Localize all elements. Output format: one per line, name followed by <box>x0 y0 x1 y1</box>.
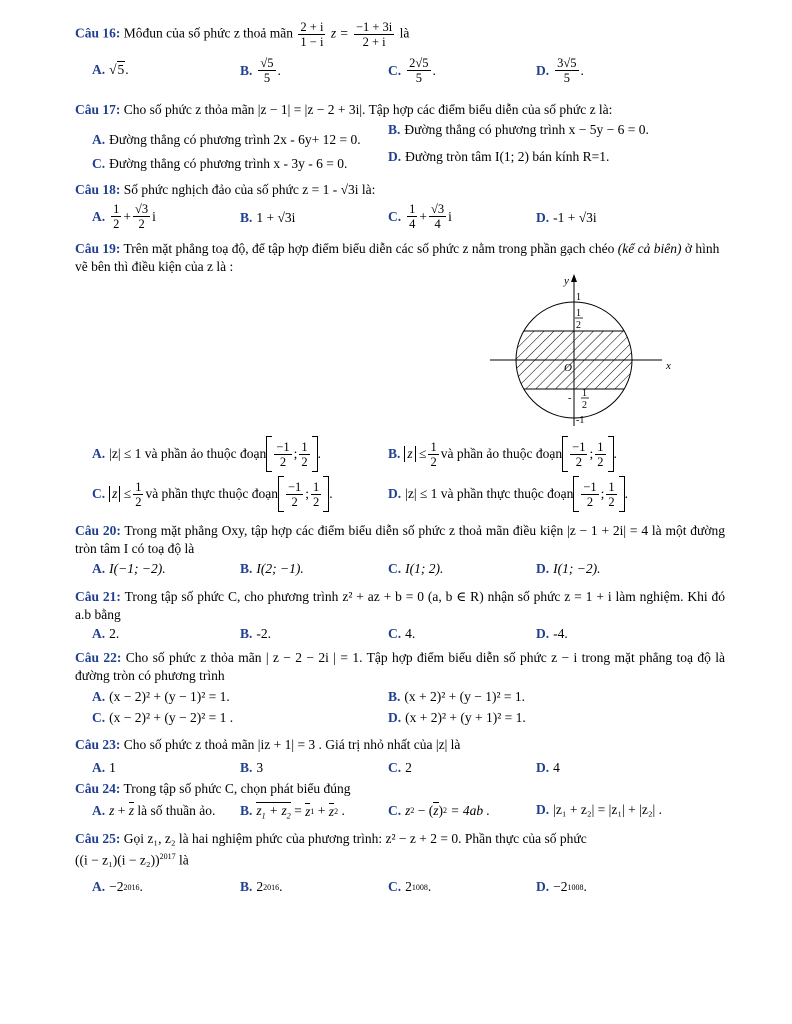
question-text: Môđun của số phức z thoả mãn <box>123 25 294 41</box>
hatched-circle-figure <box>486 270 682 430</box>
option-c[interactable]: C. 2 <box>388 760 412 775</box>
option-d[interactable]: D. I(1; −2). <box>536 561 601 576</box>
option-b[interactable]: B. 1 + √3i <box>240 210 296 225</box>
option-d[interactable]: D. −2 1008 . <box>536 879 587 894</box>
option-a[interactable]: A. Đường thẳng có phương trình 2x - 6y+ 12 = 0. <box>92 132 361 147</box>
question-24 <box>75 780 725 798</box>
question-text: Cho số phức z thoả mãn |iz + 1| = 3 . Giá trị nhỏ nhất của |z| là <box>123 737 461 752</box>
question-tail: là <box>178 852 189 868</box>
question-text: Cho số phức z thỏa mãn |z − 1| = |z − 2 + 3i|. Tập hợp các điểm biểu diễn của số phức z là: <box>123 102 613 117</box>
y-arrow <box>571 274 577 282</box>
answers-25 <box>0 879 792 909</box>
option-c[interactable]: C. (x − 2)² + (y − 2)² = 1 . <box>92 710 234 725</box>
tick-neg-half-sign: - <box>568 393 572 404</box>
option-c[interactable]: C. $\frac{1}{4}$ + $\frac{√3}{4}$ i <box>388 202 452 231</box>
question-tail: ở hình vẽ bên thì điều kiện của z là : <box>75 241 720 274</box>
option-d[interactable]: D. $\frac{3√5}{5}$ . <box>536 56 584 85</box>
fraction: $\frac{2 + i}{1 - i}$ <box>300 20 324 49</box>
z-var: z = <box>330 25 349 41</box>
question-label: Câu 18: <box>75 182 121 197</box>
y-label: y <box>564 275 569 287</box>
tick-half-num: 1 <box>576 308 581 319</box>
x-label: x <box>666 360 671 372</box>
answers-24 <box>0 802 792 832</box>
question-23 <box>75 736 725 754</box>
tick-half-den: 2 <box>576 320 581 331</box>
answers-18 <box>0 202 792 232</box>
exponent: 2017 <box>159 852 176 861</box>
answers-16 <box>0 56 792 92</box>
question-label: Câu 16: <box>75 25 121 41</box>
option-d[interactable]: D. |z₁ + z₂| = |z₁| + |z₂| . <box>536 802 662 817</box>
option-b[interactable]: B. (x + 2)² + (y − 1)² = 1. <box>388 689 526 704</box>
question-25 <box>75 830 725 870</box>
answers-20 <box>0 561 792 591</box>
option-a[interactable]: A. I(−1; −2). <box>92 561 166 576</box>
question-label: Câu 20: <box>75 523 121 538</box>
option-c[interactable]: C. z 2 − ( z ) 2 = 4ab . <box>388 802 490 818</box>
tick-neg-one: -1 <box>576 415 585 426</box>
option-b[interactable]: B. z ≤ $\frac{1}{2}$ và phần ảo thuộc đoạn $\frac{-1}{2}$ ; $\frac{1}{2}$ . <box>388 436 617 472</box>
question-label: Câu 22: <box>75 650 122 665</box>
question-17 <box>75 101 725 119</box>
fraction: $\frac{-1 + 3i}{2 + i}$ <box>355 20 393 49</box>
option-c[interactable]: C. I(1; 2). <box>388 561 444 576</box>
expression: ((i − z₁)(i − z₂)) <box>75 852 160 868</box>
option-d[interactable]: D. -1 + √3i <box>536 210 597 225</box>
question-label: Câu 24: <box>75 781 121 796</box>
question-italic: (kể cả biên) <box>617 241 682 256</box>
option-b[interactable]: B. -2. <box>240 626 272 641</box>
option-a[interactable]: A. √5 . <box>92 62 129 77</box>
option-d[interactable]: D. |z| ≤ 1 và phần thực thuộc đoạn $\frac{-1}{2}$ ; $\frac{1}{2}$ . <box>388 476 628 512</box>
question-18 <box>75 181 725 199</box>
option-b[interactable]: B. I(2; −1). <box>240 561 304 576</box>
option-c[interactable]: C. Đường thẳng có phương trình x - 3y - 6 = 0. <box>92 156 348 171</box>
option-c[interactable]: C. $\frac{2√5}{5}$ . <box>388 56 436 85</box>
question-tail: là <box>399 25 410 41</box>
tick-one: 1 <box>576 292 581 303</box>
question-16 <box>75 20 725 49</box>
question-22 <box>75 649 725 685</box>
option-d[interactable]: D. 4 <box>536 760 560 775</box>
question-label: Câu 17: <box>75 102 121 117</box>
option-c[interactable]: C. z ≤ $\frac{1}{2}$ và phần thực thuộc đoạn $\frac{-1}{2}$ ; $\frac{1}{2}$ . <box>92 476 333 512</box>
answers-19-row1 <box>0 436 792 476</box>
tick-neg-half-den: 2 <box>582 400 587 411</box>
question-text: Gọi z₁, z₂ là hai nghiệm phức của phương trình: z² − z + 2 = 0. Phần thực của số phức <box>123 831 587 846</box>
question-label: Câu 19: <box>75 241 121 256</box>
option-d[interactable]: D. Đường tròn tâm I(1; 2) bán kính R=1. <box>388 149 610 164</box>
question-text: Trong mặt phẳng Oxy, tập hợp các điểm biểu diễn số phức z thoả mãn điều kiện |z − 1 + 2i| = 4 là một đường tròn tâm I có toạ độ là <box>75 523 725 556</box>
question-20 <box>75 522 725 558</box>
option-b[interactable]: B. $z_1 + z_2$ = z 1 + z 2 . <box>240 803 345 821</box>
option-b[interactable]: B. 2 2016 . <box>240 879 283 894</box>
question-text: Trong tập số phức C, chọn phát biểu đúng <box>123 781 351 796</box>
question-text: Cho số phức z thỏa mãn | z − 2 − 2i | = 1. Tập hợp điểm biểu diễn số phức z − i trong mặt phẳng toạ độ là đường tròn có phương trình <box>75 650 726 683</box>
option-b[interactable]: B. $\frac{√5}{5}$ . <box>240 56 281 85</box>
option-a[interactable]: A. |z| ≤ 1 và phần ảo thuộc đoạn $\frac{-1}{2}$ ; $\frac{1}{2}$ . <box>92 436 321 472</box>
option-a[interactable]: A. $\frac{1}{2}$ + $\frac{√3}{2}$ i <box>92 202 156 231</box>
question-label: Câu 21: <box>75 589 121 604</box>
option-c[interactable]: C. 4. <box>388 626 416 641</box>
option-d[interactable]: D. -4. <box>536 626 568 641</box>
option-d[interactable]: D. (x + 2)² + (y + 1)² = 1. <box>388 710 526 725</box>
origin-label: O <box>564 362 572 374</box>
question-label: Câu 25: <box>75 831 121 846</box>
answers-19-row2 <box>0 476 792 516</box>
option-b[interactable]: B. Đường thẳng có phương trình x − 5y − 6 = 0. <box>388 122 649 137</box>
option-c[interactable]: C. 2 1008 . <box>388 879 432 894</box>
option-a[interactable]: A. (x − 2)² + (y − 1)² = 1. <box>92 689 230 704</box>
option-a[interactable]: A. 2. <box>92 626 120 641</box>
question-text: Số phức nghịch đảo của số phức z = 1 - √3i là: <box>123 182 376 197</box>
option-a[interactable]: A. 1 <box>92 760 116 775</box>
question-label: Câu 23: <box>75 737 121 752</box>
option-b[interactable]: B. 3 <box>240 760 264 775</box>
question-text: Trong tập số phức C, cho phương trình z² + az + b = 0 (a, b ∈ R) nhận số phức z = 1 + i làm nghiệm. Khi đó a.b bằng <box>75 589 725 622</box>
option-a[interactable]: A. −2 2016 . <box>92 879 143 894</box>
option-a[interactable]: A. z + z là số thuần ảo. <box>92 802 216 818</box>
question-text: Trên mặt phẳng toạ độ, để tập hợp điểm biểu diễn các số phức z nằm trong phần gạch chéo <box>123 241 615 256</box>
question-21 <box>75 588 725 624</box>
tick-neg-half-num: 1 <box>582 388 587 399</box>
